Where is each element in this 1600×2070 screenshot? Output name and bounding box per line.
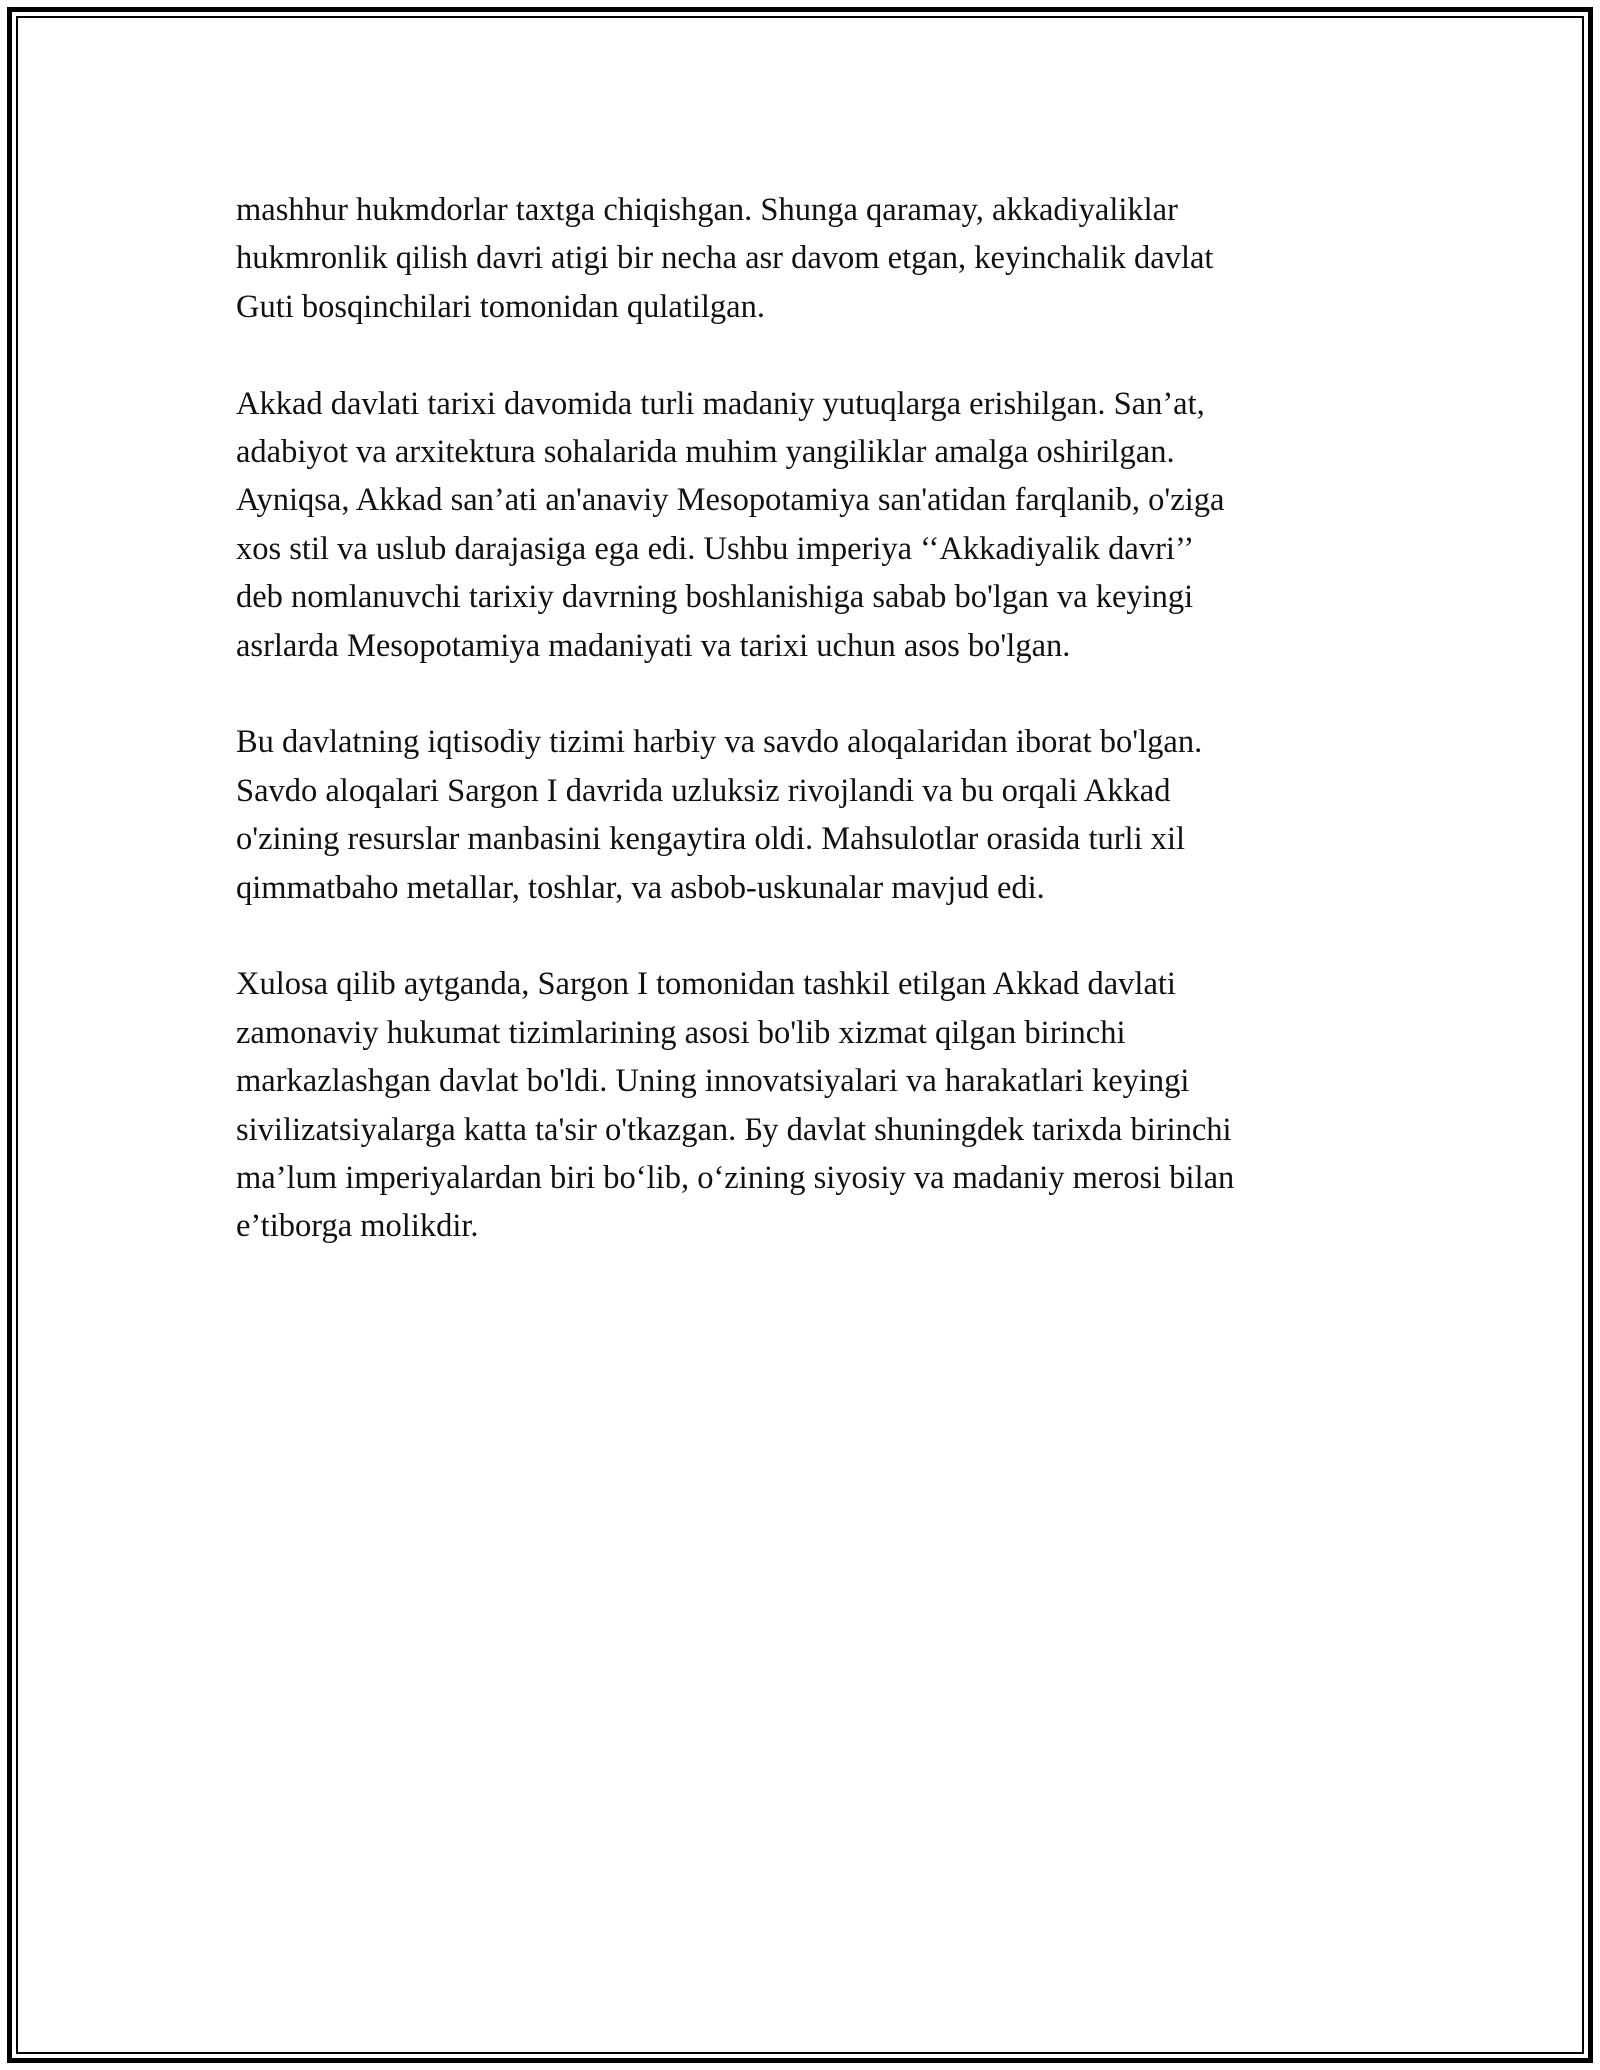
paragraph-line: adabiyot va arxitektura sohalarida muhim yangiliklar amalga oshirilgan. [236,434,1175,471]
paragraph-line: ma’lum imperiyalardan biri bo‘lib, o‘zining siyosiy va madaniy merosi bilan [236,1160,1235,1197]
paragraph-line: Guti bosqinchilari tomonidan qulatilgan. [236,288,765,325]
paragraph-1 [236,186,1376,331]
paragraph-line: zamonaviy hukumat tizimlarining asosi bo'lib xizmat qilgan birinchi [236,1014,1126,1051]
paragraph-line: hukmronlik qilish davri atigi bir necha asr davom etgan, keyinchalik davlat [236,240,1214,277]
paragraph-line: deb nomlanuvchi tarixiy davrning boshlanishiga sabab bo'lgan va keyingi [236,579,1194,616]
paragraph-line: mashhur hukmdorlar taxtga chiqishgan. Shunga qaramay, akkadiyaliklar [236,192,1178,228]
paragraph-line: Savdo aloqalari Sargon I davrida uzluksiz rivojlandi va bu orqali Akkad [236,772,1171,809]
paragraph-line: markazlashgan davlat bo'ldi. Uning innovatsiyalari va harakatlari keyingi [236,1063,1190,1100]
paragraph-line: Ayniqsa, Akkad san’ati an'anaviy Mesopotamiya san'atidan farqlanib, o'ziga [236,482,1225,519]
paragraph-line: e’tiborga molikdir. [236,1208,479,1245]
document-body [236,186,1376,1299]
paragraph-line: Xulosa qilib aytganda, Sargon I tomonidan tashkil etilgan Akkad davlati [236,966,1176,1003]
paragraph-3 [236,718,1376,912]
paragraph-line: Akkad davlati tarixi davomida turli madaniy yutuqlarga erishilgan. San’at, [236,385,1205,422]
paragraph-line: sivilizatsiyalarga katta ta'sir o'tkazgan. Бу davlat shuningdek tarixda birinchi [236,1111,1232,1148]
paragraph-line: o'zining resurslar manbasini kengaytira oldi. Mahsulotlar orasida turli xil [236,821,1186,858]
paragraph-line: xos stil va uslub darajasiga ega edi. Ushbu imperiya ‘‘Akkadiyalik davri’’ [236,530,1195,567]
paragraph-line: Bu davlatning iqtisodiy tizimi harbiy va savdo aloqalaridan iborat bo'lgan. [236,724,1203,761]
paragraph-line: asrlarda Mesopotamiya madaniyati va tarixi uchun asos bo'lgan. [236,627,1071,664]
paragraph-line: qimmatbaho metallar, toshlar, va asbob-uskunalar mavjud edi. [236,869,1045,906]
paragraph-2 [236,380,1376,670]
paragraph-4 [236,960,1376,1250]
